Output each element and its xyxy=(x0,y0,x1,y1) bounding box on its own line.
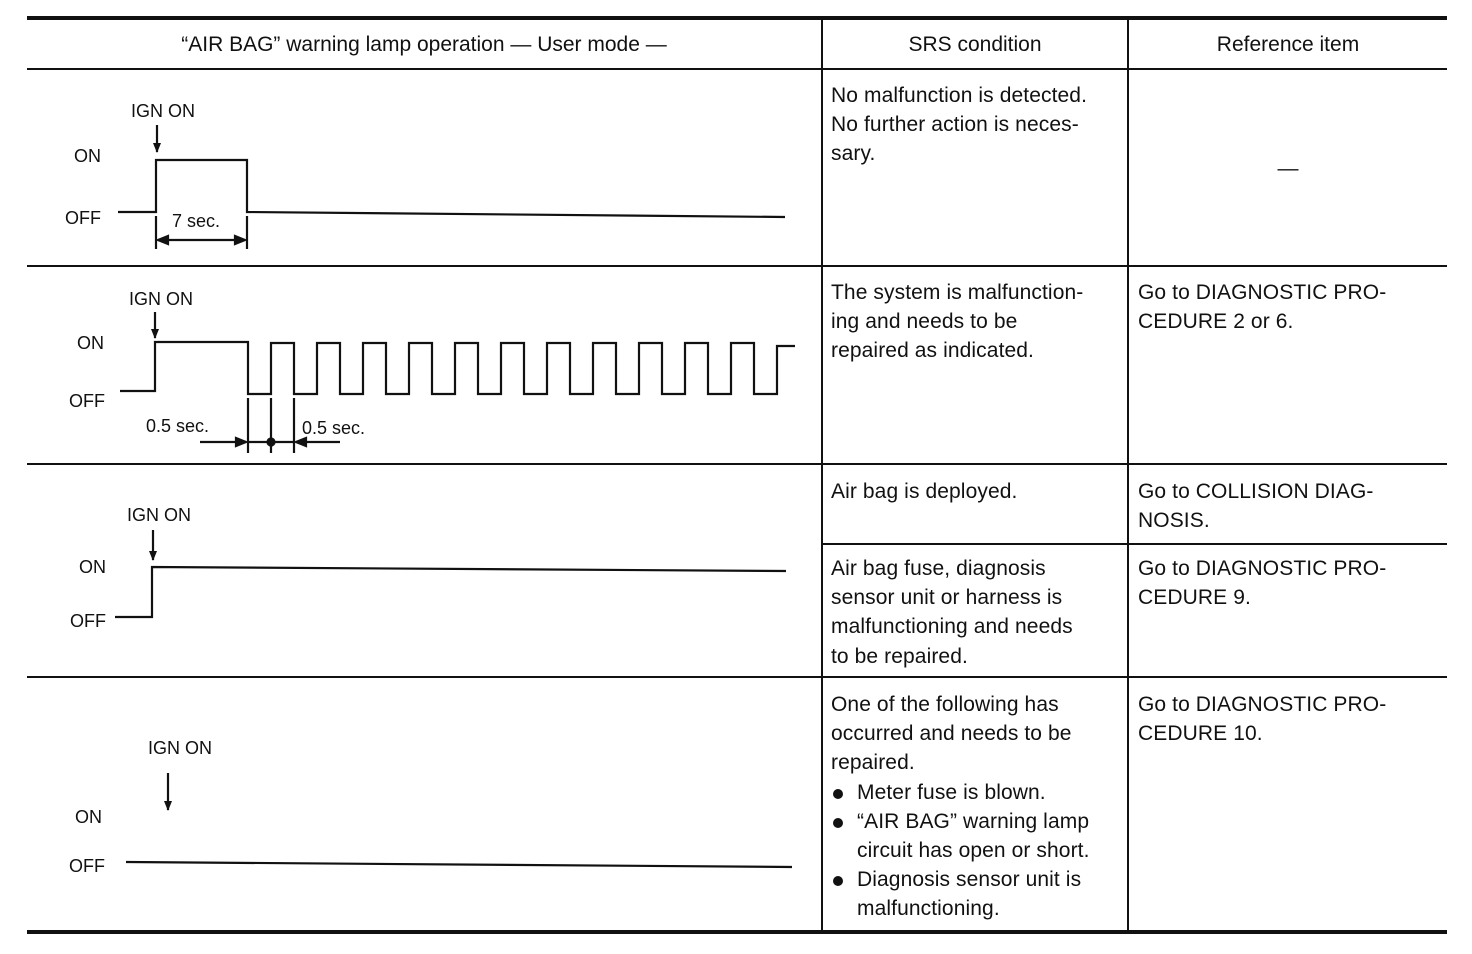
ign-on-label-row4: IGN ON xyxy=(148,738,213,758)
bullet-line: circuit has open or short. xyxy=(857,839,1090,863)
row2-condition-line: The system is malfunction- xyxy=(831,281,1084,304)
on-label-row4: ON xyxy=(75,807,102,827)
row4-condition xyxy=(831,690,1123,924)
bullet-item xyxy=(831,778,1123,807)
row4-reference-line: CEDURE 10. xyxy=(1138,722,1263,746)
row2-condition-line: repaired as indicated. xyxy=(831,339,1034,363)
row3-split-rule xyxy=(821,543,1447,545)
row2-reference-line: CEDURE 2 or 6. xyxy=(1138,310,1294,334)
row1-condition xyxy=(831,81,1123,169)
row4-condition-line: One of the following has xyxy=(831,693,1059,716)
off-label-row4: OFF xyxy=(69,856,105,876)
row4-reference xyxy=(1138,690,1443,748)
bullet-item xyxy=(831,807,1123,865)
row4-condition-line: occurred and needs to be xyxy=(831,722,1072,746)
on-label-row1: ON xyxy=(74,146,101,166)
bullet-line: Diagnosis sensor unit is xyxy=(857,868,1082,892)
waveform-row3 xyxy=(115,530,786,617)
waveform-row4 xyxy=(126,773,792,867)
header-reference-item: Reference item xyxy=(1216,33,1360,56)
row2-condition-line: ing and needs to be xyxy=(831,310,1018,334)
row4-bullet-list xyxy=(831,778,1123,924)
bullet-dot-icon xyxy=(833,818,843,828)
row4-reference-line: Go to DIAGNOSTIC PRO- xyxy=(1138,693,1387,716)
bullet-line: Meter fuse is blown. xyxy=(857,780,1046,804)
row3a-condition xyxy=(831,477,1123,506)
half-sec-label-left: 0.5 sec. xyxy=(146,416,210,436)
row3b-reference xyxy=(1138,554,1443,612)
off-label-row3: OFF xyxy=(70,611,106,631)
row3b-reference-line: CEDURE 9. xyxy=(1138,586,1251,610)
bullet-line: malfunctioning. xyxy=(857,897,1000,921)
row3b-condition-line: malfunctioning and needs xyxy=(831,615,1073,639)
row1-condition-line: No malfunction is detected. xyxy=(831,84,1088,107)
row3a-reference xyxy=(1138,477,1443,535)
bullet-line: “AIR BAG” warning lamp xyxy=(857,809,1090,833)
header-lamp-operation: “AIR BAG” warning lamp operation — User mode — xyxy=(181,33,667,56)
ign-on-label-row3: IGN ON xyxy=(127,505,192,525)
header-srs-condition: SRS condition xyxy=(908,33,1042,56)
row3b-condition-line: Air bag fuse, diagnosis xyxy=(831,557,1046,580)
row4-condition-line: repaired. xyxy=(831,751,915,775)
seven-sec-label: 7 sec. xyxy=(172,211,221,231)
half-sec-label-right: 0.5 sec. xyxy=(302,418,366,438)
on-label-row3: ON xyxy=(79,557,106,577)
waveform-row2 xyxy=(120,312,795,453)
bullet-dot-icon xyxy=(833,876,843,886)
ign-on-label-row2: IGN ON xyxy=(129,289,194,309)
bullet-dot-icon xyxy=(833,789,843,799)
row3b-condition-line: to be repaired. xyxy=(831,644,968,668)
row2-reference-line: Go to DIAGNOSTIC PRO- xyxy=(1138,281,1387,304)
col-divider-1 xyxy=(821,18,823,932)
off-label-row2: OFF xyxy=(69,391,105,411)
on-label-row2: ON xyxy=(77,333,104,353)
row3a-reference-line: Go to COLLISION DIAG- xyxy=(1138,480,1374,503)
row3a-condition-line: Air bag is deployed. xyxy=(831,480,1018,503)
row2-condition xyxy=(831,278,1123,366)
off-label-row1: OFF xyxy=(65,208,101,228)
row1-condition-line: No further action is neces- xyxy=(831,113,1079,137)
row3b-condition-line: sensor unit or harness is xyxy=(831,586,1063,610)
row2-reference xyxy=(1138,278,1443,336)
row1-reference: — xyxy=(1277,157,1299,180)
bullet-item xyxy=(831,865,1123,923)
ign-on-label-row1: IGN ON xyxy=(131,101,196,121)
row3b-reference-line: Go to DIAGNOSTIC PRO- xyxy=(1138,557,1387,580)
row3b-condition xyxy=(831,554,1123,671)
row3a-reference-line: NOSIS. xyxy=(1138,509,1210,533)
row1-condition-line: sary. xyxy=(831,142,876,166)
